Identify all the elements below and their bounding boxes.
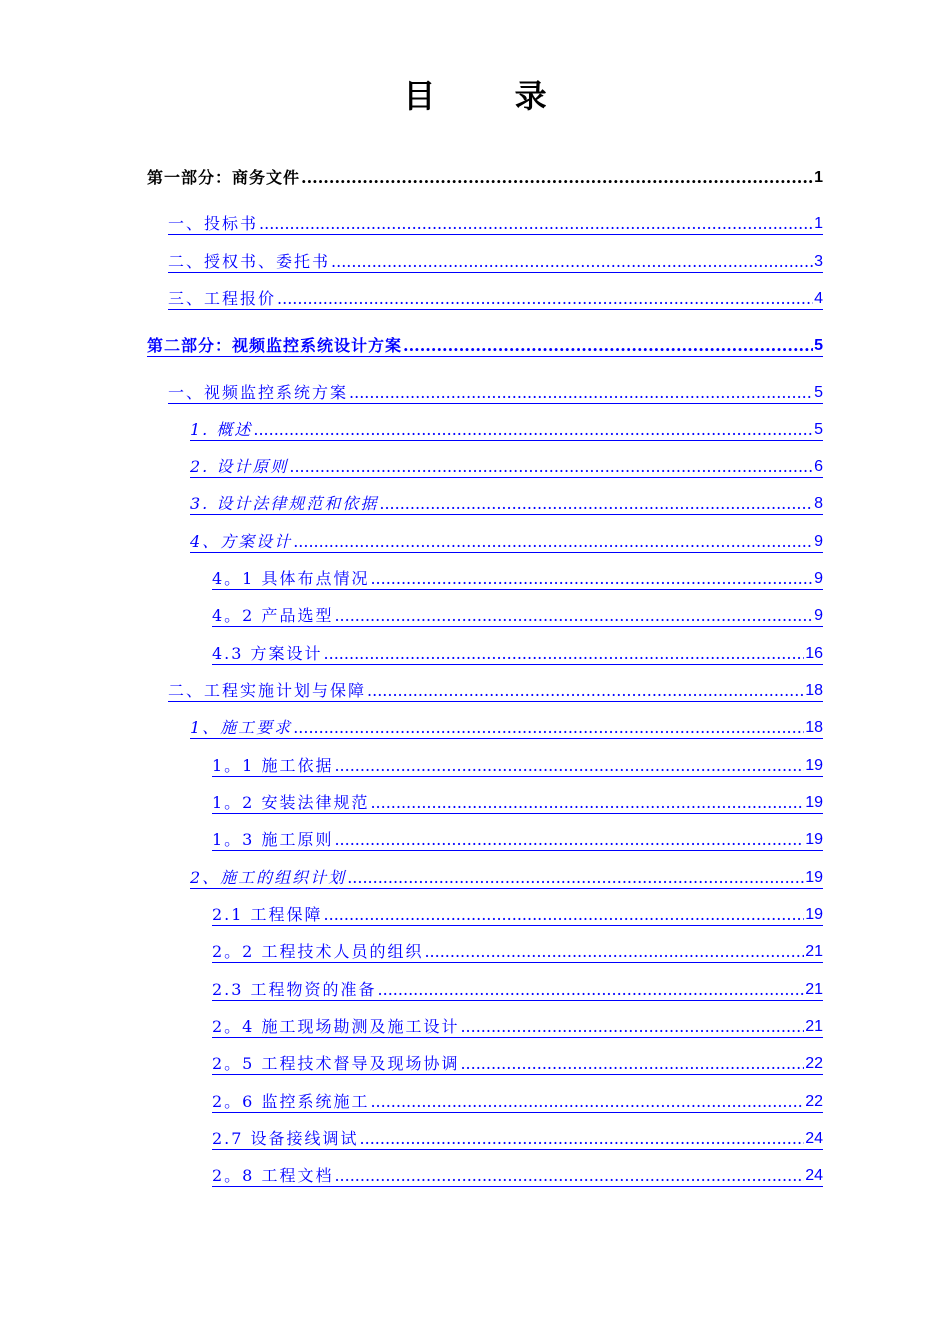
toc-page-number: 24: [805, 1167, 823, 1184]
toc-leader-dots: [370, 793, 804, 813]
toc-leader-dots: [301, 168, 813, 188]
toc-leader-dots: [460, 1054, 804, 1074]
toc-entry-site-survey[interactable]: [212, 1015, 823, 1038]
toc-page-number: 1: [814, 169, 823, 186]
toc-leader-dots: [370, 1092, 804, 1112]
toc-page-number: 16: [805, 645, 823, 662]
toc-entry-label: 2。4 施工现场勘测及施工设计: [212, 1017, 460, 1036]
toc-entry-installation-standards[interactable]: [212, 791, 823, 814]
toc-entry-label: 第一部分：商务文件: [147, 168, 301, 187]
toc-page-number: 19: [805, 794, 823, 811]
toc-entry-label: 2。5 工程技术督导及现场协调: [212, 1054, 460, 1073]
toc-page-number: 21: [805, 981, 823, 998]
toc-page-number: 1: [814, 215, 823, 232]
toc-entry-label: 2. 设计原则: [190, 457, 289, 476]
toc-entry-label: 3. 设计法律规范和依据: [190, 494, 379, 513]
toc-page-number: 19: [805, 831, 823, 848]
toc-entry-staff-organization[interactable]: [212, 940, 823, 963]
toc-entry-part-1[interactable]: [147, 166, 823, 188]
toc-entry-construction-requirements[interactable]: [190, 716, 823, 739]
toc-page-number: 5: [814, 337, 823, 354]
toc-page-number: 4: [814, 290, 823, 307]
toc-leader-dots: [403, 336, 813, 356]
toc-entry-quotation[interactable]: [168, 287, 823, 310]
toc-entry-label: 2.1 工程保障: [212, 905, 323, 924]
toc-page-number: 21: [805, 1018, 823, 1035]
toc-entry-label: 2.3 工程物资的准备: [212, 980, 377, 999]
toc-entry-label: 2。2 工程技术人员的组织: [212, 942, 424, 961]
toc-leader-dots: [293, 532, 813, 552]
toc-page-number: 8: [814, 495, 823, 512]
toc-leader-dots: [460, 1017, 804, 1037]
toc-entry-construction-basis[interactable]: [212, 754, 823, 777]
toc-page-number: 24: [805, 1130, 823, 1147]
toc-entry-label: 二、授权书、委托书: [168, 252, 331, 271]
toc-entry-label: 2。8 工程文档: [212, 1166, 334, 1185]
toc-entry-part-2[interactable]: [147, 334, 823, 357]
toc-entry-label: 1、施工要求: [190, 718, 293, 737]
page-title: 目 录: [403, 77, 581, 115]
toc-entry-label: 二、工程实施计划与保障: [168, 681, 367, 700]
toc-entry-scheme-design[interactable]: [212, 642, 823, 665]
toc-leader-dots: [334, 606, 813, 626]
toc-entry-video-surveillance-plan[interactable]: [168, 381, 823, 404]
toc-entry-label: 一、投标书: [168, 214, 259, 233]
toc-entry-label: 1. 概述: [190, 420, 253, 439]
toc-entry-wiring-debug[interactable]: [212, 1127, 823, 1150]
toc-leader-dots: [370, 569, 813, 589]
toc-entry-label: 4。2 产品选型: [212, 606, 334, 625]
toc-entry-implementation-plan[interactable]: [168, 679, 823, 702]
toc-entry-label: 三、工程报价: [168, 289, 277, 308]
toc-page-number: 19: [805, 757, 823, 774]
toc-page-number: 5: [814, 421, 823, 438]
toc-page-number: 18: [805, 682, 823, 699]
toc-entry-label: 一、视频监控系统方案: [168, 383, 349, 402]
toc-page-number: 5: [814, 384, 823, 401]
toc-entry-project-documents[interactable]: [212, 1164, 823, 1187]
toc-entry-authorization[interactable]: [168, 250, 823, 273]
toc-entry-bid-letter[interactable]: [168, 212, 823, 235]
toc-page-number: 18: [805, 719, 823, 736]
toc-leader-dots: [289, 457, 813, 477]
toc-entry-plan-design[interactable]: [190, 530, 823, 553]
toc-leader-dots: [334, 830, 804, 850]
toc-leader-dots: [331, 252, 813, 272]
toc-leader-dots: [259, 214, 813, 234]
toc-leader-dots: [324, 644, 805, 664]
toc-page-number: 9: [814, 570, 823, 587]
toc-page-number: 9: [814, 533, 823, 550]
toc-page-number: 6: [814, 458, 823, 475]
toc-leader-dots: [293, 718, 804, 738]
toc-page-number: 3: [814, 253, 823, 270]
toc-entry-label: 4、方案设计: [190, 532, 293, 551]
toc-leader-dots: [347, 868, 804, 888]
toc-entry-label: 第二部分：视频监控系统设计方案: [147, 336, 403, 355]
toc-entry-design-standards[interactable]: [190, 492, 823, 515]
toc-entry-system-construction[interactable]: [212, 1090, 823, 1113]
toc-page-number: 9: [814, 607, 823, 624]
toc-entry-label: 2。6 监控系统施工: [212, 1092, 370, 1111]
toc-page-number: 22: [805, 1055, 823, 1072]
toc-entry-materials-preparation[interactable]: [212, 978, 823, 1001]
toc-entry-label: 1。3 施工原则: [212, 830, 334, 849]
toc-entry-construction-principles[interactable]: [212, 828, 823, 851]
toc-page-number: 22: [805, 1093, 823, 1110]
toc-leader-dots: [334, 1166, 804, 1186]
toc-page-number: 19: [805, 869, 823, 886]
toc-entry-label: 1。1 施工依据: [212, 756, 334, 775]
toc-entry-label: 2、施工的组织计划: [190, 868, 347, 887]
toc-entry-label: 4。1 具体布点情况: [212, 569, 370, 588]
toc-entry-product-selection[interactable]: [212, 604, 823, 627]
toc-leader-dots: [277, 289, 813, 309]
toc-leader-dots: [360, 1129, 805, 1149]
toc-entry-design-principles[interactable]: [190, 455, 823, 478]
toc-leader-dots: [324, 905, 805, 925]
toc-entry-label: 1。2 安装法律规范: [212, 793, 370, 812]
toc-leader-dots: [349, 383, 813, 403]
toc-leader-dots: [379, 494, 813, 514]
toc-leader-dots: [334, 756, 804, 776]
toc-entry-overview[interactable]: [190, 418, 823, 441]
toc-entry-point-layout[interactable]: [212, 567, 823, 590]
toc-entry-technical-supervision[interactable]: [212, 1052, 823, 1075]
toc-leader-dots: [367, 681, 804, 701]
toc-entry-label: 2.7 设备接线调试: [212, 1129, 359, 1148]
toc-page-number: 21: [805, 943, 823, 960]
toc-leader-dots: [378, 980, 805, 1000]
toc-leader-dots: [253, 420, 813, 440]
toc-leader-dots: [424, 942, 804, 962]
toc-page-number: 19: [805, 906, 823, 923]
toc-entry-label: 4.3 方案设计: [212, 644, 323, 663]
toc-entry-organization-plan[interactable]: [190, 866, 823, 889]
toc-entry-project-assurance[interactable]: [212, 903, 823, 926]
